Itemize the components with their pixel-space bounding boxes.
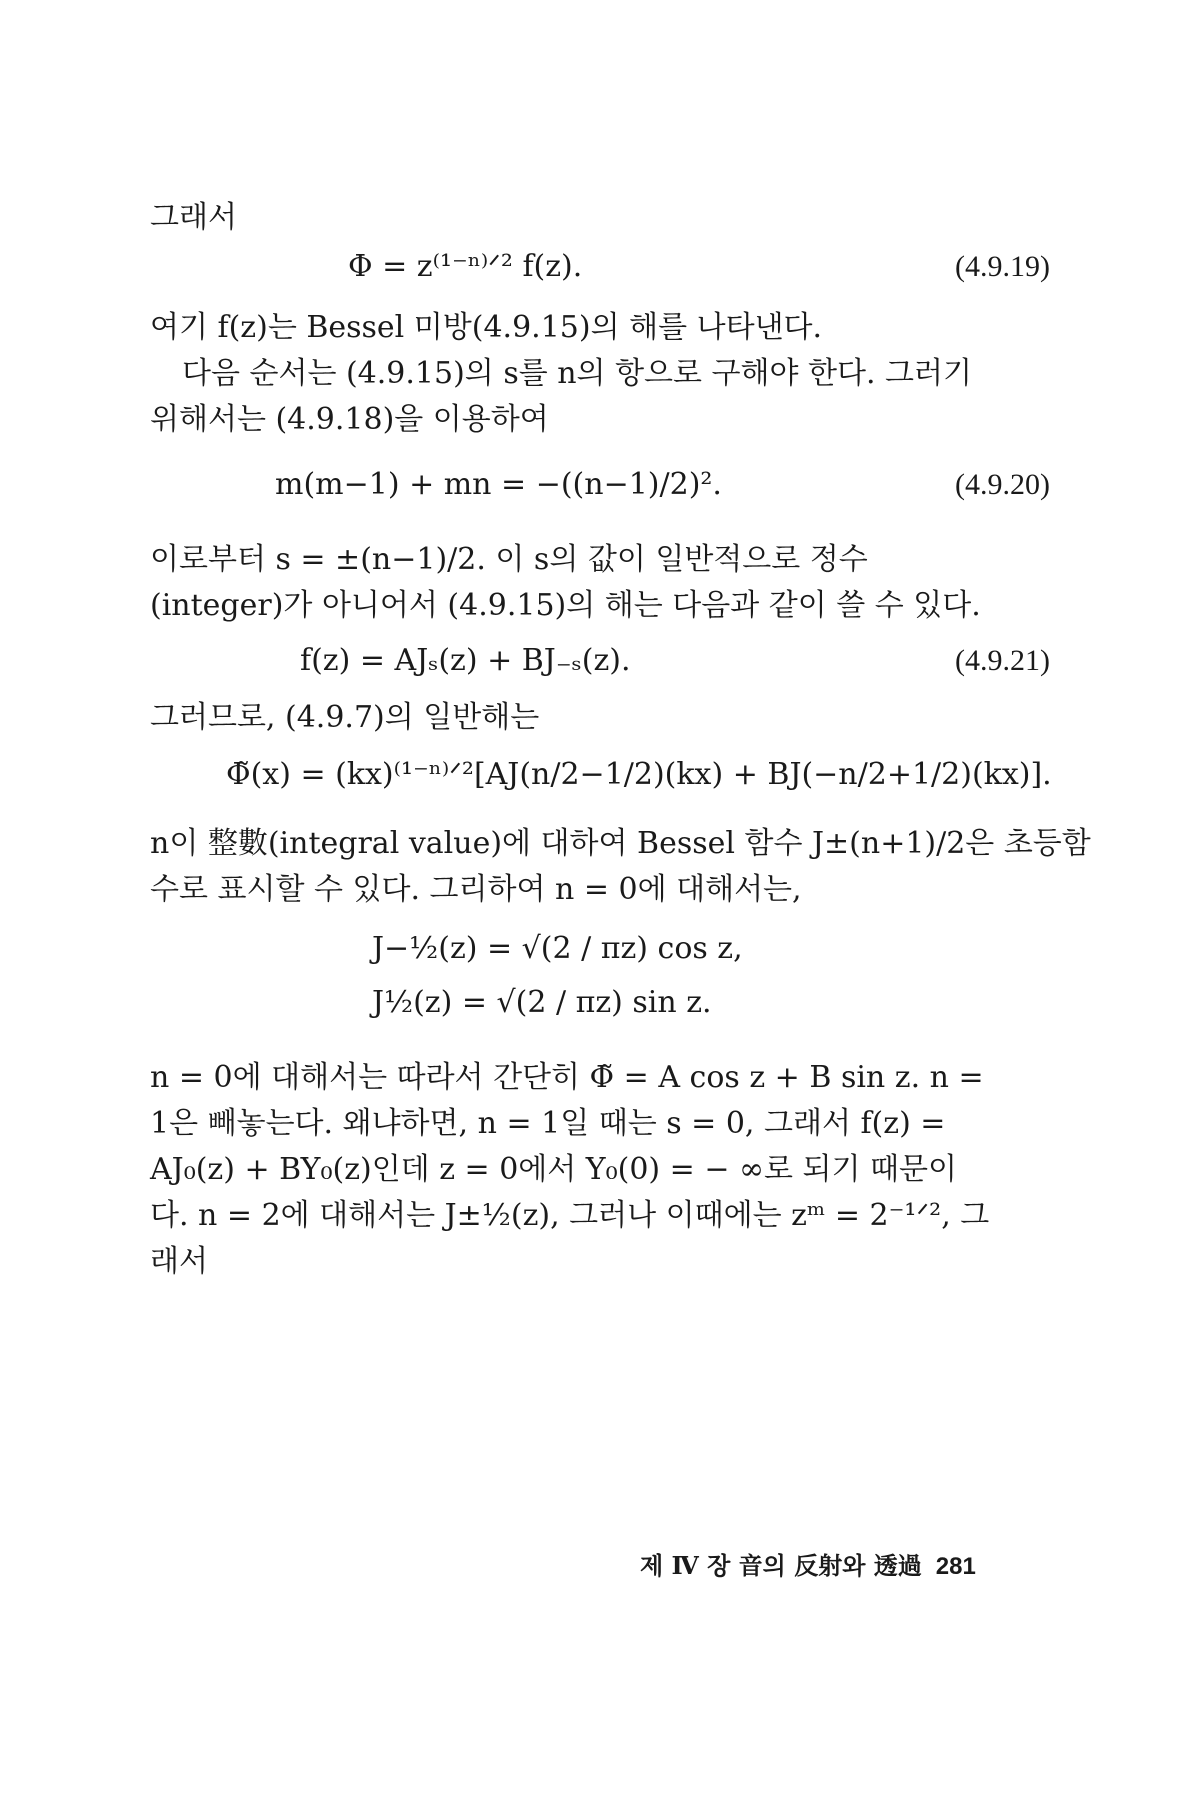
equation-expression: Φ̃(x) = (kx)⁽¹⁻ⁿ⁾ᐟ²[AJ(n/2−1/2)(kx) + BJ(−n/2+1/2)(kx)].	[226, 757, 1052, 792]
equation-expression: m(m−1) + mn = −((n−1)/2)².	[275, 467, 722, 502]
equation-bessel-sin	[150, 976, 1050, 1030]
page-footer	[640, 1548, 976, 1585]
paragraph-line: (integer)가 아니어서 (4.9.15)의 해는 다음과 같이 쓸 수 있다.	[150, 588, 981, 623]
equation-bessel-cos	[150, 922, 1050, 976]
equation-4-9-21	[150, 634, 1050, 688]
equation-number: (4.9.21)	[955, 644, 1050, 677]
equation-number: (4.9.20)	[955, 468, 1050, 501]
equation-general-solution	[150, 748, 1050, 802]
equation-expression: J−½(z) = √(2 / πz) cos z,	[372, 931, 743, 966]
paragraph-line: 수로 표시할 수 있다. 그리하여 n = 0에 대해서는,	[150, 872, 802, 907]
paragraph-line: 1은 빼놓는다. 왜냐하면, n = 1일 때는 s = 0, 그래서 f(z) =	[150, 1106, 946, 1141]
equation-expression: Φ = z⁽¹⁻ⁿ⁾ᐟ² f(z).	[348, 249, 583, 284]
paragraph-line: 다음 순서는 (4.9.15)의 s를 n의 항으로 구해야 한다. 그러기	[182, 356, 972, 391]
paragraph-line: 그러므로, (4.9.7)의 일반해는	[150, 700, 540, 735]
equation-expression: f(z) = AJₛ(z) + BJ₋ₛ(z).	[300, 643, 631, 678]
equation-4-9-19	[150, 240, 1050, 294]
paragraph-line: 여기 f(z)는 Bessel 미방(4.9.15)의 해를 나타낸다.	[150, 310, 823, 345]
paragraph-line: 위해서는 (4.9.18)을 이용하여	[150, 402, 549, 437]
paragraph-line: 다. n = 2에 대해서는 J±½(z), 그러나 이때에는 zᵐ = 2⁻¹ᐟ², 그	[150, 1198, 990, 1233]
paragraph-line: n이 整數(integral value)에 대하여 Bessel 함수 J±(n+1)/2은 초등함	[150, 826, 1091, 861]
paragraph-line: 이로부터 s = ±(n−1)/2. 이 s의 값이 일반적으로 정수	[150, 542, 868, 577]
chapter-title: 제 Ⅳ 장 音의 反射와 透過	[640, 1551, 922, 1580]
paragraph-line: AJ₀(z) + BY₀(z)인데 z = 0에서 Y₀(0) = − ∞로 되기 때문이	[150, 1152, 957, 1187]
equation-expression: J½(z) = √(2 / πz) sin z.	[372, 985, 712, 1020]
paragraph-line: 래서	[150, 1244, 208, 1279]
paragraph-line: n = 0에 대해서는 따라서 간단히 Φ̃ = A cos z + B sin z. n =	[150, 1060, 984, 1095]
page-number: 281	[935, 1553, 976, 1580]
equation-number: (4.9.19)	[955, 250, 1050, 283]
paragraph-line: 그래서	[150, 200, 237, 235]
equation-4-9-20	[150, 458, 1050, 512]
